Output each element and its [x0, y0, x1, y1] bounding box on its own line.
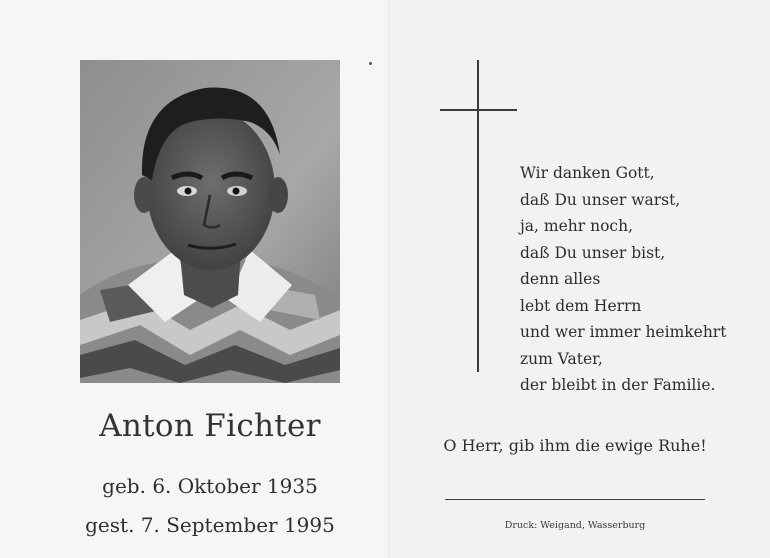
cross-vertical-bar [477, 60, 479, 372]
verse-line: denn alles [520, 270, 601, 288]
verse-line: und wer immer heimkehrt [520, 323, 727, 341]
paper-speck [369, 62, 372, 65]
verse-line: Wir danken Gott, [520, 164, 655, 182]
verse-line: daß Du unser warst, [520, 190, 681, 209]
verse-line: ja, mehr noch, [520, 217, 633, 235]
memorial-verse [520, 160, 760, 399]
birth-date: geb. 6. Oktober 1935 [102, 474, 318, 498]
verse-line: daß Du unser bist, [520, 243, 666, 262]
portrait-photo [80, 60, 340, 383]
closing-prayer: O Herr, gib ihm die ewige Ruhe! [443, 436, 707, 455]
verse-line: zum Vater, [520, 349, 603, 368]
deceased-name: Anton Fichter [99, 408, 321, 444]
card-fold [388, 0, 389, 558]
divider-line [445, 499, 705, 500]
verse-line: der bleibt in der Familie. [520, 376, 716, 394]
death-date: gest. 7. September 1995 [85, 513, 335, 537]
printer-credit: Druck: Weigand, Wasserburg [504, 520, 646, 531]
verse-line: lebt dem Herrn [520, 296, 642, 315]
cross-horizontal-bar [440, 109, 517, 111]
